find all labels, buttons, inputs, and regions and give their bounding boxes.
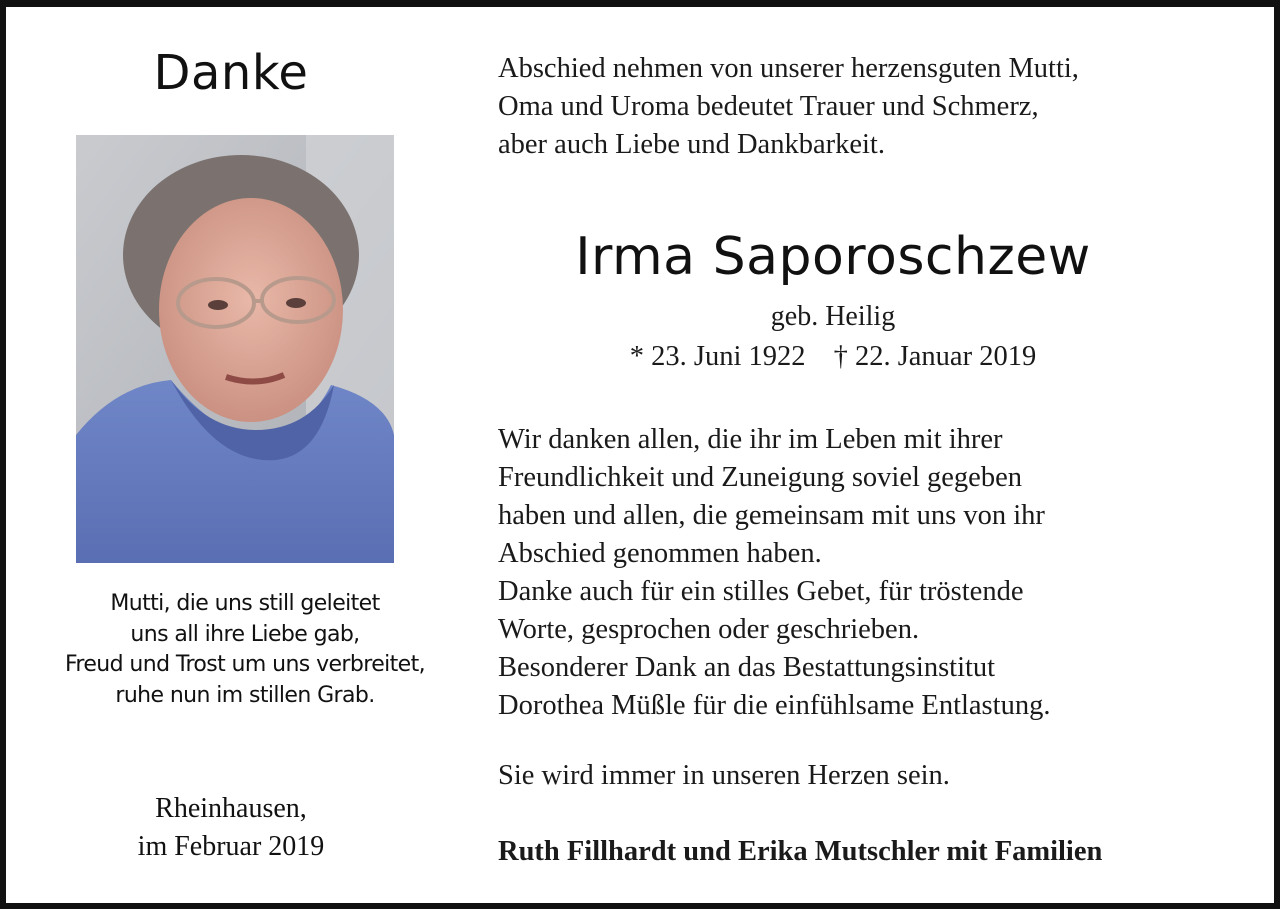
place-and-date [6,790,456,866]
poem [6,589,484,711]
signature: Ruth Fillhardt und Erika Mutschler mit Familien [498,836,1103,867]
thanks-line: Freundlichkeit und Zuneigung soviel gegeben [498,462,1022,493]
closing-sentence: Sie wird immer in unseren Herzen sein. [498,760,950,791]
place-line: Rheinhausen, [155,793,307,824]
danke-heading: Danke [153,45,309,101]
portrait-image [76,135,394,563]
right-column [498,7,1258,902]
thanks-text [498,421,1258,725]
birth-date: * 23. Juni 1922 [629,341,806,372]
intro-line: Oma und Uroma bedeutet Trauer und Schmerz, [498,91,1039,122]
thanks-line: Besonderer Dank an das Bestattungsinstitut [498,652,996,683]
thanks-line: Dorothea Müßle für die einfühlsame Entlastung. [498,690,1051,721]
left-column [6,7,456,902]
death-date: † 22. Januar 2019 [833,341,1037,372]
poem-line: uns all ihre Liebe gab, [130,621,360,647]
poem-line: ruhe nun im stillen Grab. [115,682,375,708]
intro-text [498,50,1258,164]
thanks-line: Worte, gesprochen oder geschrieben. [498,614,920,645]
poem-line: Mutti, die uns still geleitet [110,591,380,616]
poem-line: Freud und Trost um uns verbreitet, [64,652,426,677]
thanks-line: Danke auch für ein stilles Gebet, für tröstende [498,576,1024,607]
thanks-line: Abschied genommen haben. [498,538,822,569]
maiden-name: geb. Heilig [770,301,896,332]
deceased-name: Irma Saporoschzew [575,227,1091,287]
intro-line: Abschied nehmen von unserer herzensguten Mutti, [498,53,1079,84]
life-dates [498,341,1168,373]
date-line: im Februar 2019 [137,831,325,862]
thanks-line: haben und allen, die gemeinsam mit uns von ihr [498,500,1045,531]
intro-line: aber auch Liebe und Dankbarkeit. [498,129,885,160]
thanks-line: Wir danken allen, die ihr im Leben mit ihrer [498,424,1003,455]
portrait-photo [76,135,394,563]
